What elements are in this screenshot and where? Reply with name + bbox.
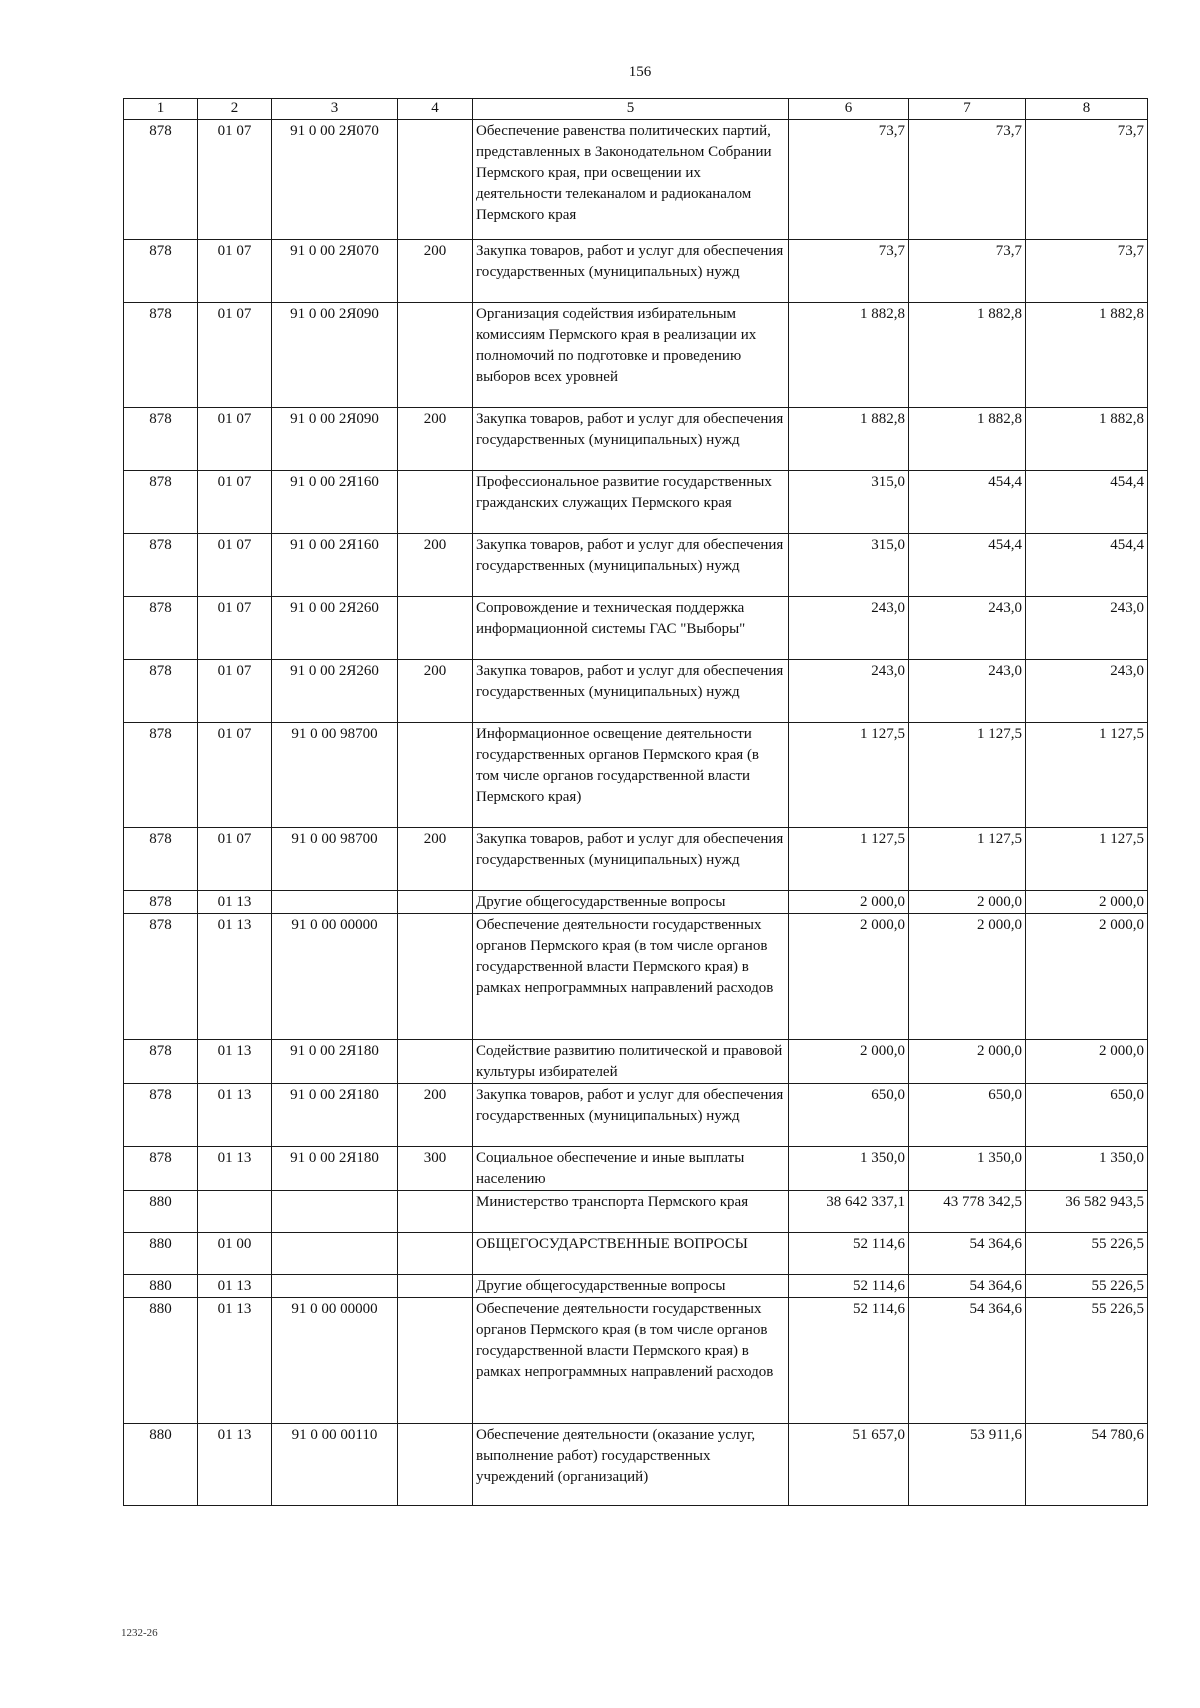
cell-administrator: 878 <box>124 240 198 303</box>
cell-section: 01 13 <box>198 1424 272 1506</box>
cell-amount-col7: 73,7 <box>909 240 1026 303</box>
cell-amount-col7: 73,7 <box>909 120 1026 240</box>
cell-target-article <box>272 891 398 914</box>
cell-expense-type: 200 <box>398 534 473 597</box>
cell-amount-col6: 315,0 <box>789 471 909 534</box>
cell-target-article: 91 0 00 98700 <box>272 723 398 828</box>
cell-amount-col6: 243,0 <box>789 660 909 723</box>
table-row <box>124 1298 1148 1424</box>
cell-administrator: 878 <box>124 914 198 1040</box>
cell-section: 01 07 <box>198 303 272 408</box>
cell-amount-col8: 454,4 <box>1026 471 1148 534</box>
cell-section: 01 13 <box>198 1298 272 1424</box>
table-row <box>124 471 1148 534</box>
cell-expense-type <box>398 471 473 534</box>
cell-amount-col7: 1 127,5 <box>909 828 1026 891</box>
cell-section: 01 13 <box>198 914 272 1040</box>
cell-expense-type <box>398 120 473 240</box>
cell-target-article: 91 0 00 2Я070 <box>272 240 398 303</box>
cell-amount-col8: 36 582 943,5 <box>1026 1191 1148 1233</box>
cell-amount-col6: 243,0 <box>789 597 909 660</box>
cell-expense-type: 300 <box>398 1147 473 1191</box>
cell-administrator: 880 <box>124 1275 198 1298</box>
cell-target-article <box>272 1275 398 1298</box>
cell-description: Закупка товаров, работ и услуг для обеспечения государственных (муниципальных) нужд <box>473 534 789 597</box>
cell-amount-col6: 73,7 <box>789 120 909 240</box>
cell-expense-type <box>398 1275 473 1298</box>
cell-administrator: 878 <box>124 891 198 914</box>
cell-amount-col6: 52 114,6 <box>789 1275 909 1298</box>
cell-amount-col8: 2 000,0 <box>1026 1040 1148 1084</box>
cell-expense-type <box>398 303 473 408</box>
column-header: 7 <box>909 99 1026 120</box>
cell-administrator: 880 <box>124 1424 198 1506</box>
cell-target-article: 91 0 00 2Я260 <box>272 660 398 723</box>
cell-target-article: 91 0 00 98700 <box>272 828 398 891</box>
cell-description: ОБЩЕГОСУДАРСТВЕННЫЕ ВОПРОСЫ <box>473 1233 789 1275</box>
cell-expense-type: 200 <box>398 660 473 723</box>
table-row <box>124 1275 1148 1298</box>
cell-section: 01 07 <box>198 534 272 597</box>
cell-section: 01 13 <box>198 891 272 914</box>
column-header: 3 <box>272 99 398 120</box>
cell-amount-col6: 73,7 <box>789 240 909 303</box>
cell-target-article: 91 0 00 2Я180 <box>272 1084 398 1147</box>
cell-amount-col8: 2 000,0 <box>1026 914 1148 1040</box>
cell-amount-col7: 54 364,6 <box>909 1298 1026 1424</box>
cell-section: 01 07 <box>198 660 272 723</box>
cell-amount-col8: 73,7 <box>1026 240 1148 303</box>
cell-administrator: 880 <box>124 1233 198 1275</box>
cell-amount-col7: 243,0 <box>909 597 1026 660</box>
table-row <box>124 240 1148 303</box>
cell-description: Министерство транспорта Пермского края <box>473 1191 789 1233</box>
cell-amount-col8: 243,0 <box>1026 597 1148 660</box>
cell-target-article: 91 0 00 2Я070 <box>272 120 398 240</box>
cell-amount-col7: 43 778 342,5 <box>909 1191 1026 1233</box>
cell-target-article: 91 0 00 2Я160 <box>272 471 398 534</box>
cell-expense-type: 200 <box>398 828 473 891</box>
cell-section: 01 13 <box>198 1040 272 1084</box>
column-header: 8 <box>1026 99 1148 120</box>
cell-description: Закупка товаров, работ и услуг для обеспечения государственных (муниципальных) нужд <box>473 660 789 723</box>
cell-section: 01 13 <box>198 1147 272 1191</box>
cell-amount-col8: 2 000,0 <box>1026 891 1148 914</box>
cell-amount-col7: 1 882,8 <box>909 303 1026 408</box>
cell-amount-col7: 454,4 <box>909 534 1026 597</box>
cell-target-article: 91 0 00 2Я090 <box>272 303 398 408</box>
cell-administrator: 878 <box>124 828 198 891</box>
cell-administrator: 878 <box>124 408 198 471</box>
cell-amount-col7: 454,4 <box>909 471 1026 534</box>
cell-amount-col6: 2 000,0 <box>789 891 909 914</box>
cell-section: 01 07 <box>198 240 272 303</box>
table-row <box>124 660 1148 723</box>
cell-description: Другие общегосударственные вопросы <box>473 891 789 914</box>
cell-description: Обеспечение деятельности государственных органов Пермского края (в том числе органов государственной власти Пермского края) в рамках непрограммных направлений расходов <box>473 1298 789 1424</box>
cell-amount-col7: 1 127,5 <box>909 723 1026 828</box>
cell-administrator: 878 <box>124 1040 198 1084</box>
cell-amount-col7: 2 000,0 <box>909 891 1026 914</box>
cell-description: Сопровождение и техническая поддержка информационной системы ГАС "Выборы" <box>473 597 789 660</box>
cell-amount-col7: 243,0 <box>909 660 1026 723</box>
cell-expense-type: 200 <box>398 1084 473 1147</box>
cell-target-article: 91 0 00 2Я260 <box>272 597 398 660</box>
cell-amount-col7: 1 882,8 <box>909 408 1026 471</box>
cell-administrator: 878 <box>124 120 198 240</box>
cell-expense-type: 200 <box>398 240 473 303</box>
cell-amount-col8: 1 127,5 <box>1026 828 1148 891</box>
cell-administrator: 878 <box>124 723 198 828</box>
cell-target-article: 91 0 00 2Я180 <box>272 1040 398 1084</box>
cell-administrator: 878 <box>124 303 198 408</box>
cell-administrator: 880 <box>124 1191 198 1233</box>
cell-section: 01 07 <box>198 120 272 240</box>
cell-expense-type <box>398 1233 473 1275</box>
cell-amount-col7: 2 000,0 <box>909 914 1026 1040</box>
cell-amount-col8: 55 226,5 <box>1026 1275 1148 1298</box>
cell-section: 01 07 <box>198 408 272 471</box>
cell-target-article <box>272 1233 398 1275</box>
cell-amount-col6: 315,0 <box>789 534 909 597</box>
cell-description: Содействие развитию политической и правовой культуры избирателей <box>473 1040 789 1084</box>
cell-amount-col8: 243,0 <box>1026 660 1148 723</box>
cell-administrator: 878 <box>124 471 198 534</box>
table-row <box>124 914 1148 1040</box>
cell-amount-col8: 54 780,6 <box>1026 1424 1148 1506</box>
cell-administrator: 878 <box>124 1147 198 1191</box>
cell-description: Закупка товаров, работ и услуг для обеспечения государственных (муниципальных) нужд <box>473 240 789 303</box>
cell-amount-col8: 1 882,8 <box>1026 408 1148 471</box>
cell-expense-type <box>398 1298 473 1424</box>
cell-amount-col8: 650,0 <box>1026 1084 1148 1147</box>
cell-amount-col8: 55 226,5 <box>1026 1233 1148 1275</box>
cell-amount-col6: 650,0 <box>789 1084 909 1147</box>
cell-administrator: 878 <box>124 534 198 597</box>
table-row <box>124 891 1148 914</box>
cell-amount-col8: 1 882,8 <box>1026 303 1148 408</box>
table-row <box>124 1084 1148 1147</box>
cell-amount-col6: 1 350,0 <box>789 1147 909 1191</box>
cell-expense-type <box>398 1040 473 1084</box>
cell-description: Обеспечение равенства политических партий, представленных в Законодательном Собрании Пермского края, при освещении их деятельности телеканалом и радиоканалом Пермского края <box>473 120 789 240</box>
cell-description: Информационное освещение деятельности государственных органов Пермского края (в том числе органов государственной власти Пермского края) <box>473 723 789 828</box>
cell-section <box>198 1191 272 1233</box>
cell-administrator: 878 <box>124 597 198 660</box>
cell-amount-col7: 650,0 <box>909 1084 1026 1147</box>
cell-section: 01 00 <box>198 1233 272 1275</box>
cell-amount-col6: 1 882,8 <box>789 303 909 408</box>
cell-target-article: 91 0 00 00110 <box>272 1424 398 1506</box>
cell-section: 01 13 <box>198 1084 272 1147</box>
cell-target-article: 91 0 00 00000 <box>272 1298 398 1424</box>
cell-description: Обеспечение деятельности государственных органов Пермского края (в том числе органов государственной власти Пермского края) в рамках непрограммных направлений расходов <box>473 914 789 1040</box>
cell-amount-col7: 54 364,6 <box>909 1275 1026 1298</box>
cell-amount-col6: 1 127,5 <box>789 723 909 828</box>
cell-description: Закупка товаров, работ и услуг для обеспечения государственных (муниципальных) нужд <box>473 408 789 471</box>
cell-expense-type <box>398 1191 473 1233</box>
cell-amount-col6: 52 114,6 <box>789 1298 909 1424</box>
cell-administrator: 878 <box>124 660 198 723</box>
table-row <box>124 1147 1148 1191</box>
cell-target-article <box>272 1191 398 1233</box>
header-row <box>124 99 1148 120</box>
cell-description: Профессиональное развитие государственных гражданских служащих Пермского края <box>473 471 789 534</box>
cell-target-article: 91 0 00 2Я160 <box>272 534 398 597</box>
cell-amount-col8: 1 350,0 <box>1026 1147 1148 1191</box>
page-number: 156 <box>628 64 652 80</box>
column-header: 4 <box>398 99 473 120</box>
cell-expense-type <box>398 914 473 1040</box>
cell-description: Обеспечение деятельности (оказание услуг, выполнение работ) государственных учреждений (организаций) <box>473 1424 789 1506</box>
cell-target-article: 91 0 00 2Я090 <box>272 408 398 471</box>
cell-amount-col7: 1 350,0 <box>909 1147 1026 1191</box>
cell-amount-col8: 454,4 <box>1026 534 1148 597</box>
table-row <box>124 534 1148 597</box>
cell-description: Закупка товаров, работ и услуг для обеспечения государственных (муниципальных) нужд <box>473 1084 789 1147</box>
cell-description: Закупка товаров, работ и услуг для обеспечения государственных (муниципальных) нужд <box>473 828 789 891</box>
table-row <box>124 828 1148 891</box>
cell-section: 01 07 <box>198 471 272 534</box>
column-header: 2 <box>198 99 272 120</box>
table-row <box>124 1233 1148 1275</box>
cell-amount-col8: 73,7 <box>1026 120 1148 240</box>
cell-expense-type <box>398 597 473 660</box>
cell-amount-col7: 53 911,6 <box>909 1424 1026 1506</box>
table-row <box>124 120 1148 240</box>
cell-section: 01 07 <box>198 828 272 891</box>
cell-amount-col8: 1 127,5 <box>1026 723 1148 828</box>
table-body <box>124 120 1148 1506</box>
table-row <box>124 1040 1148 1084</box>
cell-description: Другие общегосударственные вопросы <box>473 1275 789 1298</box>
column-header: 1 <box>124 99 198 120</box>
cell-amount-col6: 52 114,6 <box>789 1233 909 1275</box>
cell-amount-col8: 55 226,5 <box>1026 1298 1148 1424</box>
cell-expense-type <box>398 723 473 828</box>
table-row <box>124 1191 1148 1233</box>
cell-target-article: 91 0 00 00000 <box>272 914 398 1040</box>
document-code: 1232-26 <box>121 1627 158 1639</box>
cell-target-article: 91 0 00 2Я180 <box>272 1147 398 1191</box>
cell-amount-col6: 2 000,0 <box>789 1040 909 1084</box>
table-row <box>124 303 1148 408</box>
table-row <box>124 723 1148 828</box>
cell-amount-col6: 38 642 337,1 <box>789 1191 909 1233</box>
cell-section: 01 07 <box>198 723 272 828</box>
cell-description: Социальное обеспечение и иные выплаты населению <box>473 1147 789 1191</box>
cell-description: Организация содействия избирательным комиссиям Пермского края в реализации их полномочий по подготовке и проведению выборов всех уровней <box>473 303 789 408</box>
budget-table <box>123 98 1148 1506</box>
column-header: 5 <box>473 99 789 120</box>
cell-amount-col7: 54 364,6 <box>909 1233 1026 1275</box>
cell-amount-col6: 1 882,8 <box>789 408 909 471</box>
cell-expense-type <box>398 1424 473 1506</box>
cell-amount-col7: 2 000,0 <box>909 1040 1026 1084</box>
cell-expense-type: 200 <box>398 408 473 471</box>
table-row <box>124 408 1148 471</box>
table-row <box>124 1424 1148 1506</box>
cell-section: 01 13 <box>198 1275 272 1298</box>
cell-expense-type <box>398 891 473 914</box>
column-header: 6 <box>789 99 909 120</box>
cell-administrator: 880 <box>124 1298 198 1424</box>
cell-amount-col6: 1 127,5 <box>789 828 909 891</box>
cell-administrator: 878 <box>124 1084 198 1147</box>
cell-amount-col6: 51 657,0 <box>789 1424 909 1506</box>
cell-amount-col6: 2 000,0 <box>789 914 909 1040</box>
table-row <box>124 597 1148 660</box>
cell-section: 01 07 <box>198 597 272 660</box>
